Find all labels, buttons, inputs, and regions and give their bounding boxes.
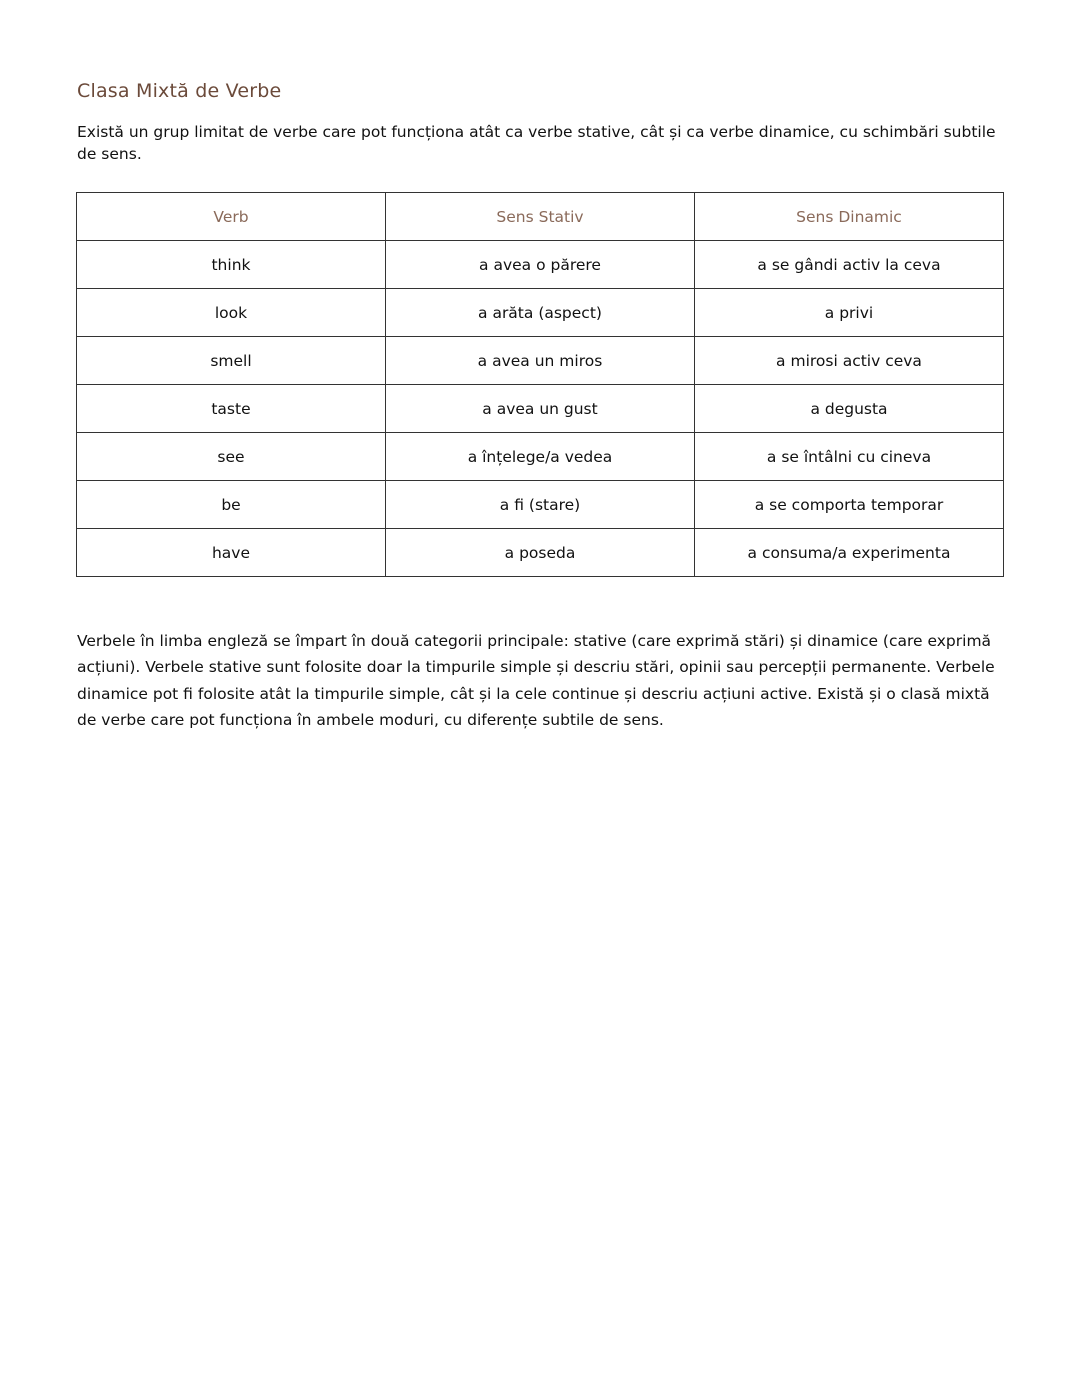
verb-cell: see xyxy=(77,433,386,481)
dynamic-cell: a se comporta temporar xyxy=(695,481,1004,529)
header-dynamic-meaning: Sens Dinamic xyxy=(695,193,1004,241)
summary-paragraph: Verbele în limba engleză se împart în două categorii principale: stative (care exprimă stări) și dinamice (care exprimă acțiuni). Verbele stative sunt folosite doar la timpurile simple și descriu stări, opinii sau percepții permanente. Verbele dinamice pot fi folosite atât la timpurile simple, cât și la cele continue și descriu acțiuni active. Există și o clasă mixtă de verbe care pot funcționa în ambele moduri, cu diferențe subtile de sens. xyxy=(77,632,995,729)
table-row xyxy=(77,433,1004,481)
stative-cell: a avea un miros xyxy=(386,337,695,385)
stative-cell: a arăta (aspect) xyxy=(386,289,695,337)
dynamic-cell: a degusta xyxy=(695,385,1004,433)
verb-cell: be xyxy=(77,481,386,529)
dynamic-cell: a se gândi activ la ceva xyxy=(695,241,1004,289)
table-row xyxy=(77,481,1004,529)
table-row xyxy=(77,241,1004,289)
dynamic-cell: a se întâlni cu cineva xyxy=(695,433,1004,481)
verb-cell: have xyxy=(77,529,386,577)
stative-cell: a fi (stare) xyxy=(386,481,695,529)
header-stative-meaning: Sens Stativ xyxy=(386,193,695,241)
verbs-table xyxy=(76,192,1004,577)
verb-cell: look xyxy=(77,289,386,337)
stative-cell: a avea un gust xyxy=(386,385,695,433)
table-row xyxy=(77,529,1004,577)
stative-cell: a avea o părere xyxy=(386,241,695,289)
dynamic-cell: a privi xyxy=(695,289,1004,337)
stative-cell: a poseda xyxy=(386,529,695,577)
table-header-row xyxy=(77,193,1004,241)
table-row xyxy=(77,289,1004,337)
verb-cell: taste xyxy=(77,385,386,433)
verb-cell: think xyxy=(77,241,386,289)
table-row xyxy=(77,337,1004,385)
header-verb: Verb xyxy=(77,193,386,241)
dynamic-cell: a mirosi activ ceva xyxy=(695,337,1004,385)
intro-paragraph: Există un grup limitat de verbe care pot funcționa atât ca verbe stative, cât și ca verbe dinamice, cu schimbări subtile de sens. xyxy=(77,123,996,163)
verb-cell: smell xyxy=(77,337,386,385)
section-title: Clasa Mixtă de Verbe xyxy=(77,80,282,102)
table-row xyxy=(77,385,1004,433)
stative-cell: a înțelege/a vedea xyxy=(386,433,695,481)
dynamic-cell: a consuma/a experimenta xyxy=(695,529,1004,577)
